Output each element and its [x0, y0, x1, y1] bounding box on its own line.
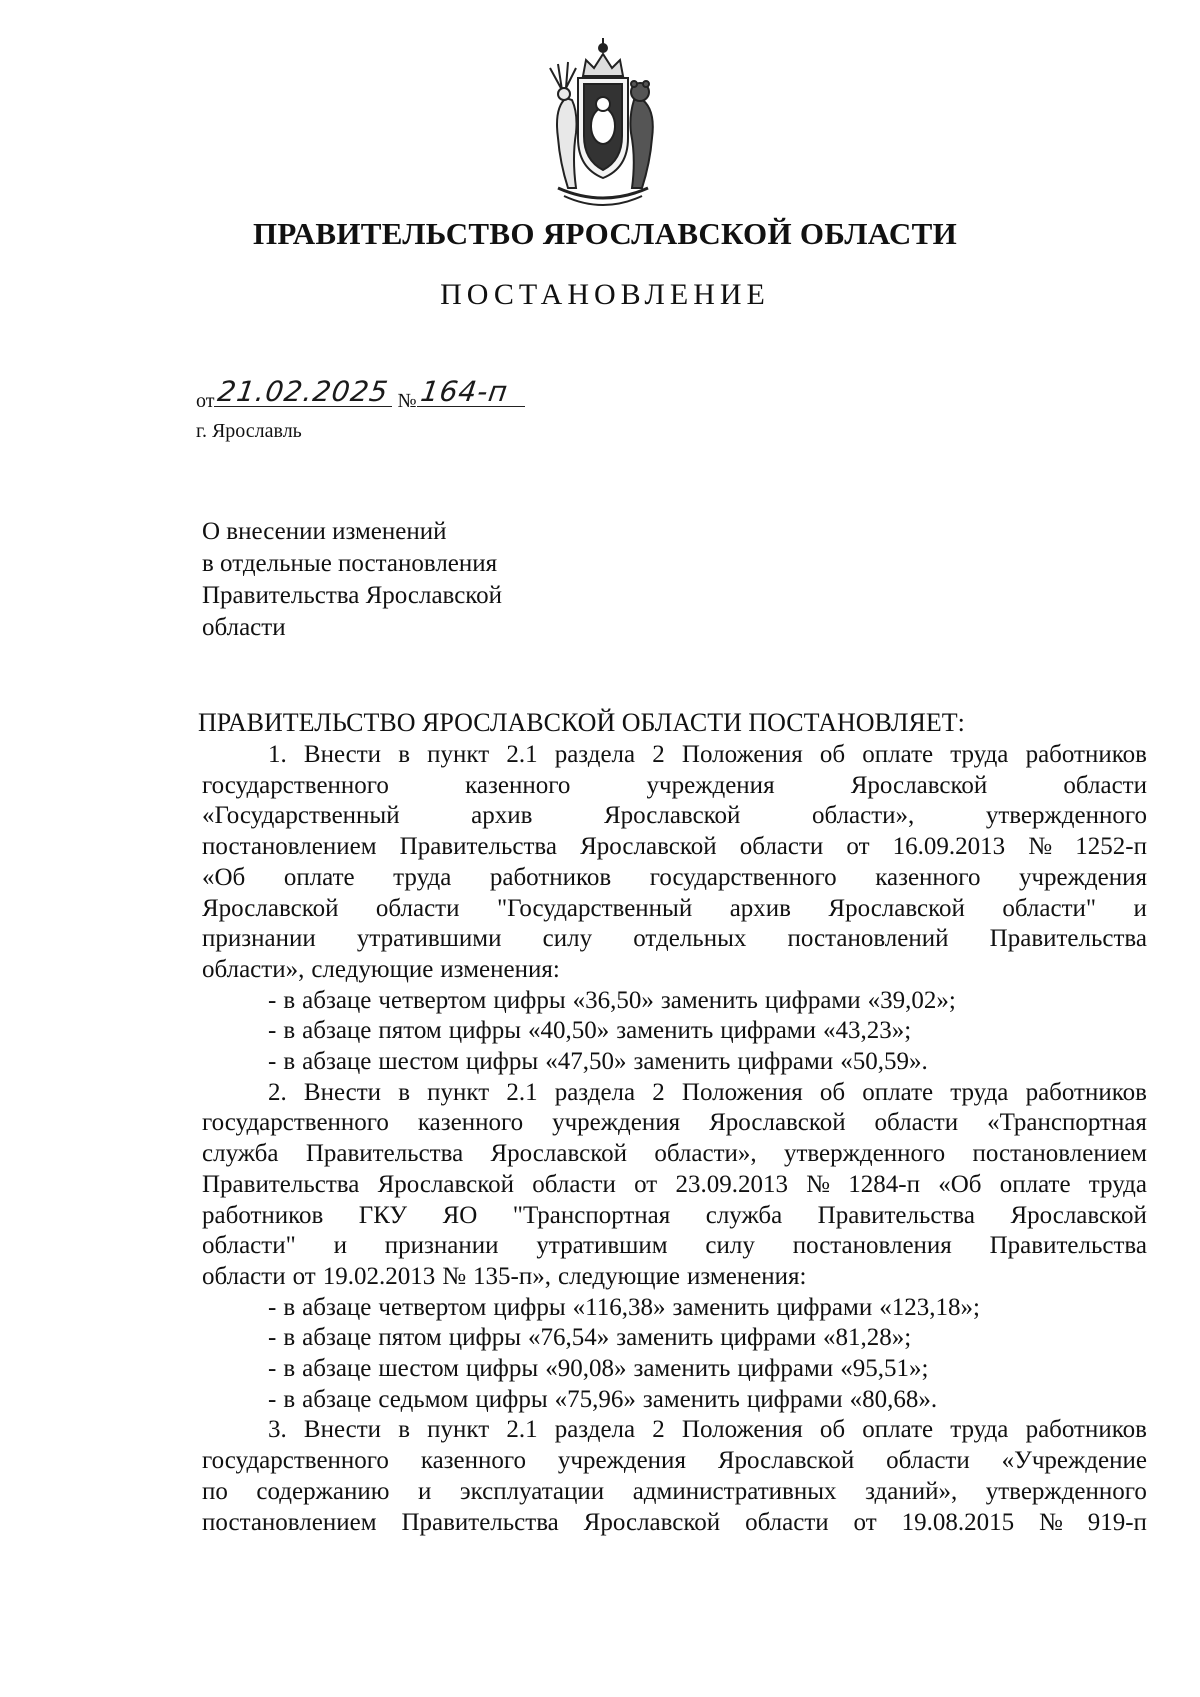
- body-line: - в абзаце седьмом цифры «75,96» заменить цифрами «80,68».: [268, 1385, 938, 1413]
- body-line: признании утратившими силу отдельных постановлений Правительства: [202, 925, 1147, 953]
- body-line: «Об оплате труда работников государственного казенного учреждения: [202, 863, 1147, 891]
- body-line: области от 19.02.2013 № 135-п», следующие изменения:: [202, 1262, 807, 1290]
- body-line: 1. Внести в пункт 2.1 раздела 2 Положения об оплате труда работников: [268, 741, 1147, 768]
- body-line: - в абзаце пятом цифры «76,54» заменить цифрами «81,28»;: [268, 1324, 912, 1352]
- document-subject: [202, 516, 502, 644]
- subject-line: Правительства Ярославской: [202, 582, 503, 609]
- body-line: постановлением Правительства Ярославской области от 16.09.2013 № 1252-п: [202, 833, 1147, 861]
- body-line: «Государственный архив Ярославской области», утвержденного: [202, 802, 1147, 830]
- document-body: [202, 740, 1147, 1538]
- coat-of-arms-icon: [528, 38, 678, 218]
- date-field: [214, 375, 392, 408]
- body-line: - в абзаце пятом цифры «40,50» заменить цифрами «43,23»;: [268, 1017, 912, 1045]
- body-line: 3. Внести в пункт 2.1 раздела 2 Положения об оплате труда работников: [268, 1416, 1147, 1444]
- body-line: Правительства Ярославской области от 23.09.2013 № 1284-п «Об оплате труда: [202, 1170, 1147, 1198]
- body-line: государственного казенного учреждения Ярославской области «Учреждение: [202, 1447, 1147, 1475]
- body-line: постановлением Правительства Ярославской области от 19.08.2015 № 919-п: [202, 1508, 1147, 1536]
- body-line: - в абзаце шестом цифры «90,08» заменить цифрами «95,51»;: [268, 1355, 929, 1383]
- from-label: от: [196, 390, 215, 412]
- body-line: по содержанию и эксплуатации административных зданий», утвержденного: [202, 1477, 1147, 1505]
- body-line: области», следующие изменения:: [202, 955, 560, 983]
- subject-line: О внесении изменений: [202, 518, 447, 545]
- decree-statement: ПРАВИТЕЛЬСТВО ЯРОСЛАВСКОЙ ОБЛАСТИ ПОСТАНОВЛЯЕТ:: [198, 708, 965, 737]
- body-line: - в абзаце четвертом цифры «116,38» заменить цифрами «123,18»;: [268, 1293, 980, 1321]
- organization-title: ПРАВИТЕЛЬСТВО ЯРОСЛАВСКОЙ ОБЛАСТИ: [253, 216, 957, 251]
- subject-line: в отдельные постановления: [202, 550, 498, 577]
- body-line: Ярославской области "Государственный архив Ярославской области" и: [202, 894, 1147, 922]
- subject-line: области: [202, 614, 286, 641]
- body-line: государственного казенного учреждения Ярославской области: [202, 771, 1147, 799]
- number-field: [417, 375, 525, 408]
- body-line: - в абзаце шестом цифры «47,50» заменить цифрами «50,59».: [268, 1048, 928, 1076]
- body-line: области" и признании утратившим силу постановления Правительства: [202, 1232, 1147, 1260]
- handwritten-date: 21.02.2025: [216, 375, 392, 408]
- body-line: государственного казенного учреждения Ярославской области «Транспортная: [202, 1109, 1147, 1137]
- handwritten-number: 164-п: [418, 375, 510, 408]
- city: г. Ярославль: [196, 420, 302, 442]
- body-line: служба Правительства Ярославской области», утвержденного постановлением: [202, 1140, 1147, 1168]
- body-line: работников ГКУ ЯО "Транспортная служба Правительства Ярославской: [202, 1201, 1147, 1229]
- date-number-line: [196, 375, 525, 413]
- body-line: - в абзаце четвертом цифры «36,50» заменить цифрами «39,02»;: [268, 986, 956, 1014]
- number-label: №: [397, 390, 417, 412]
- body-line: 2. Внести в пункт 2.1 раздела 2 Положения об оплате труда работников: [268, 1078, 1147, 1106]
- document-type: ПОСТАНОВЛЕНИЕ: [440, 278, 770, 311]
